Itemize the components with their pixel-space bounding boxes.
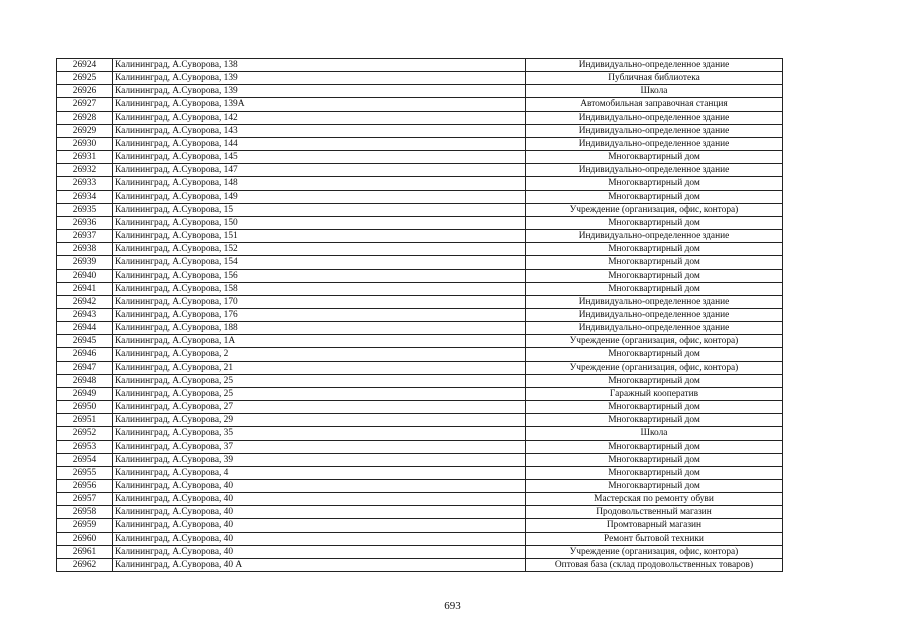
table-row [57,216,783,229]
table-row [57,177,783,190]
record-id-cell: 26952 [57,427,113,440]
address-cell: Калининград, А.Суворова, 35 [113,427,526,440]
record-id-cell: 26924 [57,59,113,72]
building-type-cell: Промтоварный магазин [526,519,783,532]
address-cell: Калининград, А.Суворова, 148 [113,177,526,190]
table-row [57,295,783,308]
building-type-cell: Многоквартирный дом [526,480,783,493]
building-type-cell: Многоквартирный дом [526,243,783,256]
address-cell: Калининград, А.Суворова, 147 [113,164,526,177]
building-type-cell: Индивидуально-определенное здание [526,124,783,137]
table-row [57,361,783,374]
table-row [57,243,783,256]
table-row [57,308,783,321]
record-id-cell: 26938 [57,243,113,256]
building-type-cell: Индивидуально-определенное здание [526,164,783,177]
record-id-cell: 26951 [57,414,113,427]
record-id-cell: 26940 [57,269,113,282]
record-id-cell: 26928 [57,111,113,124]
address-cell: Калининград, А.Суворова, 139А [113,98,526,111]
building-type-cell: Индивидуально-определенное здание [526,295,783,308]
address-cell: Калининград, А.Суворова, 156 [113,269,526,282]
record-id-cell: 26959 [57,519,113,532]
registry-table-body [57,59,783,572]
address-cell: Калининград, А.Суворова, 40 А [113,558,526,571]
table-row [57,414,783,427]
table-row [57,545,783,558]
building-type-cell: Учреждение (организация, офис, контора) [526,361,783,374]
building-type-cell: Автомобильная заправочная станция [526,98,783,111]
building-type-cell: Многоквартирный дом [526,190,783,203]
record-id-cell: 26956 [57,480,113,493]
record-id-cell: 26942 [57,295,113,308]
record-id-cell: 26931 [57,151,113,164]
building-type-cell: Школа [526,427,783,440]
address-cell: Калининград, А.Суворова, 40 [113,519,526,532]
building-type-cell: Индивидуально-определенное здание [526,322,783,335]
building-type-cell: Многоквартирный дом [526,151,783,164]
table-row [57,387,783,400]
record-id-cell: 26932 [57,164,113,177]
table-row [57,335,783,348]
building-type-cell: Учреждение (организация, офис, контора) [526,335,783,348]
record-id-cell: 26955 [57,466,113,479]
address-cell: Калининград, А.Суворова, 40 [113,506,526,519]
record-id-cell: 26939 [57,256,113,269]
address-cell: Калининград, А.Суворова, 154 [113,256,526,269]
record-id-cell: 26936 [57,216,113,229]
address-cell: Калининград, А.Суворова, 150 [113,216,526,229]
record-id-cell: 26961 [57,545,113,558]
building-type-cell: Многоквартирный дом [526,177,783,190]
building-type-cell: Многоквартирный дом [526,374,783,387]
record-id-cell: 26927 [57,98,113,111]
record-id-cell: 26958 [57,506,113,519]
building-type-cell: Многоквартирный дом [526,256,783,269]
address-cell: Калининград, А.Суворова, 1А [113,335,526,348]
record-id-cell: 26933 [57,177,113,190]
table-row [57,532,783,545]
table-row [57,190,783,203]
table-row [57,256,783,269]
building-type-cell: Многоквартирный дом [526,453,783,466]
record-id-cell: 26941 [57,282,113,295]
address-cell: Калининград, А.Суворова, 37 [113,440,526,453]
address-cell: Калининград, А.Суворова, 2 [113,348,526,361]
building-type-cell: Многоквартирный дом [526,282,783,295]
table-row [57,203,783,216]
record-id-cell: 26953 [57,440,113,453]
address-cell: Калининград, А.Суворова, 138 [113,59,526,72]
address-cell: Калининград, А.Суворова, 4 [113,466,526,479]
table-row [57,72,783,85]
table-row [57,59,783,72]
address-cell: Калининград, А.Суворова, 25 [113,387,526,400]
record-id-cell: 26929 [57,124,113,137]
address-cell: Калининград, А.Суворова, 139 [113,72,526,85]
table-row [57,480,783,493]
building-type-cell: Многоквартирный дом [526,216,783,229]
record-id-cell: 26930 [57,137,113,150]
address-cell: Калининград, А.Суворова, 152 [113,243,526,256]
building-type-cell: Школа [526,85,783,98]
table-row [57,269,783,282]
address-cell: Калининград, А.Суворова, 40 [113,493,526,506]
table-row [57,230,783,243]
record-id-cell: 26943 [57,308,113,321]
address-cell: Калининград, А.Суворова, 151 [113,230,526,243]
address-cell: Калининград, А.Суворова, 27 [113,401,526,414]
table-row [57,85,783,98]
record-id-cell: 26945 [57,335,113,348]
table-row [57,427,783,440]
record-id-cell: 26957 [57,493,113,506]
table-row [57,506,783,519]
table-row [57,322,783,335]
address-cell: Калининград, А.Суворова, 40 [113,545,526,558]
address-cell: Калининград, А.Суворова, 170 [113,295,526,308]
record-id-cell: 26950 [57,401,113,414]
address-cell: Калининград, А.Суворова, 158 [113,282,526,295]
address-cell: Калининград, А.Суворова, 143 [113,124,526,137]
building-type-cell: Учреждение (организация, офис, контора) [526,203,783,216]
table-row [57,137,783,150]
building-type-cell: Публичная библиотека [526,72,783,85]
page-number: 693 [444,600,461,612]
building-type-cell: Индивидуально-определенное здание [526,230,783,243]
table-row [57,98,783,111]
table-row [57,151,783,164]
record-id-cell: 26947 [57,361,113,374]
building-type-cell: Многоквартирный дом [526,348,783,361]
address-cell: Калининград, А.Суворова, 40 [113,532,526,545]
table-row [57,440,783,453]
address-registry-table [56,58,783,572]
address-cell: Калининград, А.Суворова, 25 [113,374,526,387]
address-cell: Калининград, А.Суворова, 15 [113,203,526,216]
building-type-cell: Гаражный кооператив [526,387,783,400]
address-cell: Калининград, А.Суворова, 176 [113,308,526,321]
building-type-cell: Мастерская по ремонту обуви [526,493,783,506]
building-type-cell: Многоквартирный дом [526,414,783,427]
record-id-cell: 26960 [57,532,113,545]
building-type-cell: Многоквартирный дом [526,401,783,414]
table-row [57,124,783,137]
address-cell: Калининград, А.Суворова, 21 [113,361,526,374]
table-row [57,493,783,506]
building-type-cell: Индивидуально-определенное здание [526,137,783,150]
table-row [57,453,783,466]
record-id-cell: 26926 [57,85,113,98]
table-row [57,282,783,295]
address-cell: Калининград, А.Суворова, 145 [113,151,526,164]
building-type-cell: Многоквартирный дом [526,440,783,453]
building-type-cell: Многоквартирный дом [526,269,783,282]
table-row [57,164,783,177]
record-id-cell: 26962 [57,558,113,571]
table-row [57,466,783,479]
address-cell: Калининград, А.Суворова, 40 [113,480,526,493]
building-type-cell: Индивидуально-определенное здание [526,111,783,124]
building-type-cell: Учреждение (организация, офис, контора) [526,545,783,558]
table-row [57,348,783,361]
address-cell: Калининград, А.Суворова, 39 [113,453,526,466]
address-cell: Калининград, А.Суворова, 149 [113,190,526,203]
table-row [57,111,783,124]
table-row [57,558,783,571]
record-id-cell: 26946 [57,348,113,361]
building-type-cell: Многоквартирный дом [526,466,783,479]
record-id-cell: 26935 [57,203,113,216]
address-cell: Калининград, А.Суворова, 139 [113,85,526,98]
building-type-cell: Индивидуально-определенное здание [526,59,783,72]
record-id-cell: 26925 [57,72,113,85]
address-cell: Калининград, А.Суворова, 188 [113,322,526,335]
building-type-cell: Оптовая база (склад продовольственных товаров) [526,558,783,571]
record-id-cell: 26944 [57,322,113,335]
building-type-cell: Индивидуально-определенное здание [526,308,783,321]
record-id-cell: 26949 [57,387,113,400]
address-cell: Калининград, А.Суворова, 142 [113,111,526,124]
building-type-cell: Ремонт бытовой техники [526,532,783,545]
table-row [57,374,783,387]
address-cell: Калининград, А.Суворова, 29 [113,414,526,427]
table-row [57,401,783,414]
table-row [57,519,783,532]
building-type-cell: Продовольственный магазин [526,506,783,519]
record-id-cell: 26937 [57,230,113,243]
record-id-cell: 26954 [57,453,113,466]
address-cell: Калининград, А.Суворова, 144 [113,137,526,150]
record-id-cell: 26934 [57,190,113,203]
record-id-cell: 26948 [57,374,113,387]
